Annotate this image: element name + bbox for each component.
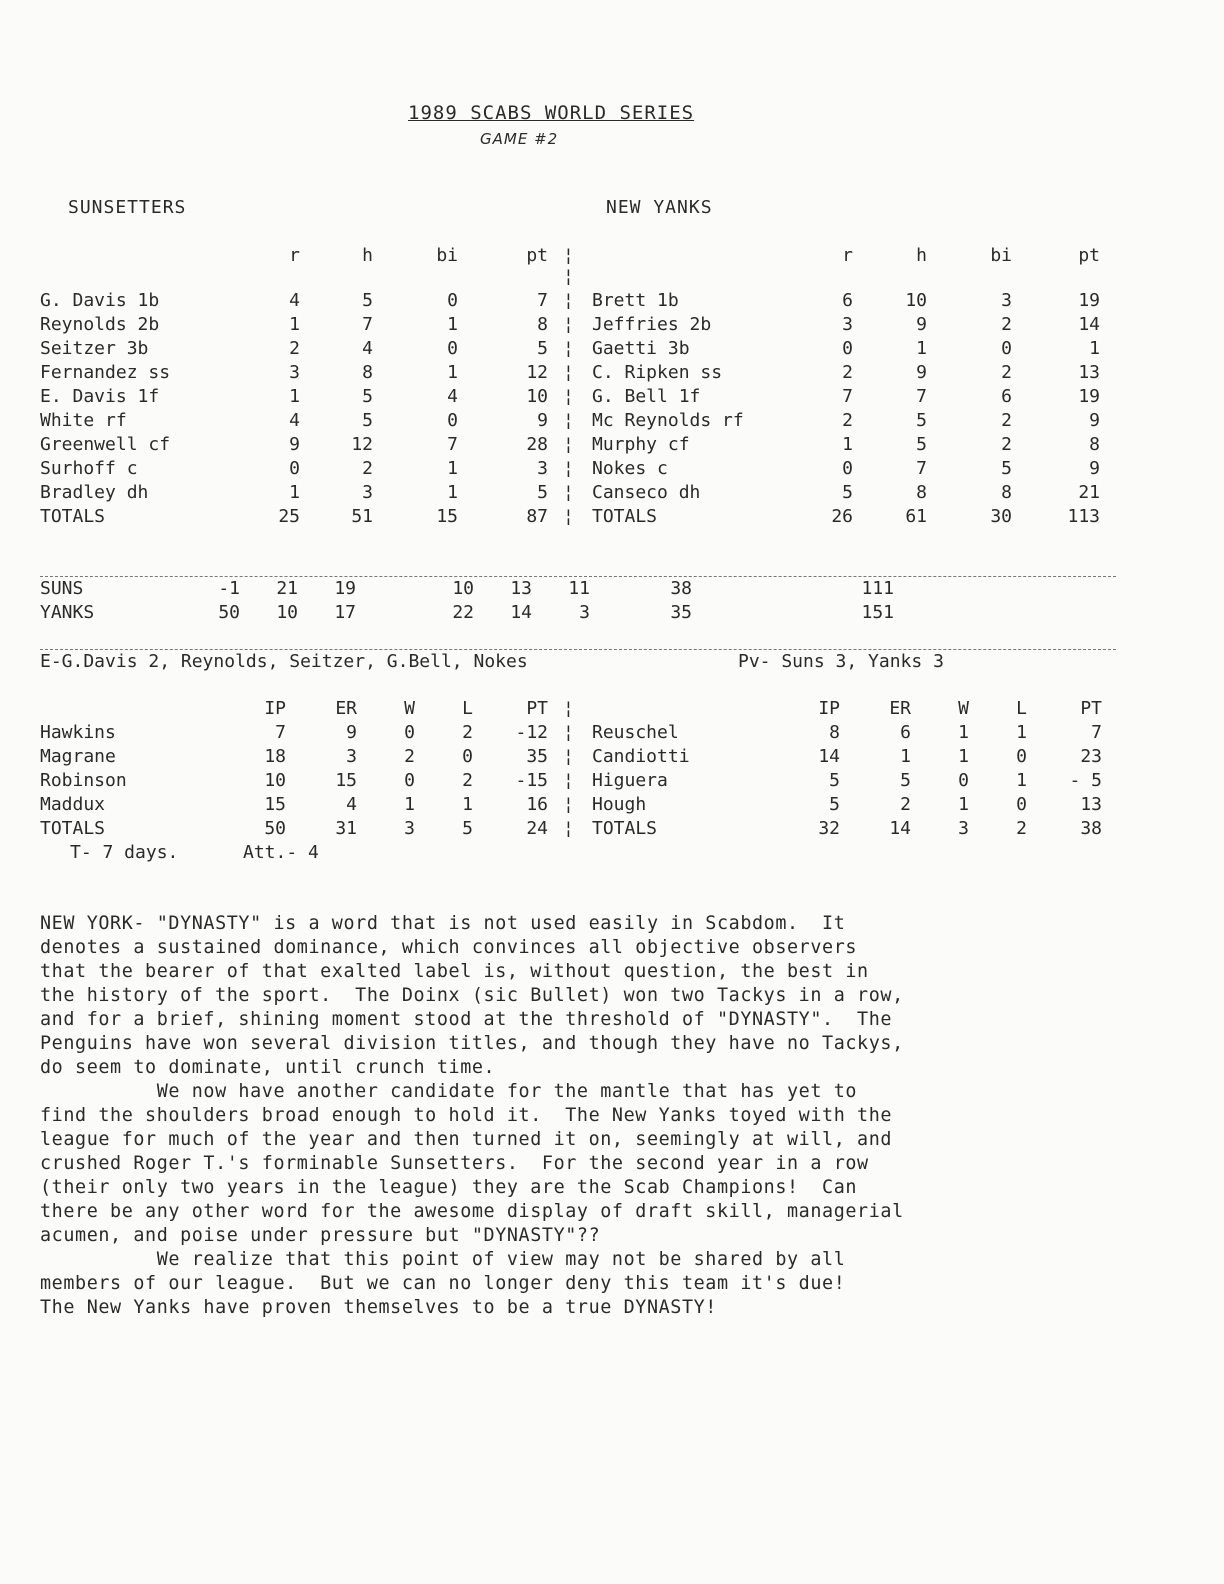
column-separator: ¦	[563, 698, 574, 719]
pitcher-name: TOTALS	[40, 818, 106, 839]
linescore-value: 38	[670, 578, 692, 599]
batter-stat: 2	[1001, 362, 1012, 383]
batter-stat: 2	[1001, 314, 1012, 335]
column-separator: ¦	[563, 434, 574, 455]
batter-name: Fernandez ss	[40, 362, 171, 383]
batter-name: TOTALS	[592, 506, 658, 527]
pitcher-stat: 38	[1080, 818, 1102, 839]
batter-stat: 3	[537, 458, 548, 479]
column-separator: ¦	[563, 818, 574, 839]
pitcher-stat: 6	[900, 722, 911, 743]
pitcher-name: Robinson	[40, 770, 127, 791]
batter-stat: 30	[990, 506, 1012, 527]
pitcher-stat: 2	[1016, 818, 1027, 839]
batter-stat: 1	[447, 458, 458, 479]
batter-stat: 9	[289, 434, 300, 455]
pitcher-stat: 9	[346, 722, 357, 743]
story-line: The New Yanks have proven themselves to be a true DYNASTY!	[40, 1297, 717, 1318]
batter-stat: 9	[1089, 458, 1100, 479]
pitcher-stat: 0	[404, 722, 415, 743]
linescore-value: 11	[568, 578, 590, 599]
pitching-col-header: PT	[1080, 698, 1102, 719]
batter-name: Jeffries 2b	[592, 314, 712, 335]
batter-stat: 0	[842, 338, 853, 359]
pitcher-stat: 1	[958, 746, 969, 767]
batter-name: G. Bell 1f	[592, 386, 701, 407]
batter-stat: 5	[537, 338, 548, 359]
pitcher-stat: 15	[335, 770, 357, 791]
batter-stat: 51	[351, 506, 373, 527]
column-separator: ¦	[563, 245, 574, 266]
pitcher-stat: 5	[829, 794, 840, 815]
column-separator: ¦	[563, 338, 574, 359]
batter-stat: 6	[1001, 386, 1012, 407]
pitcher-stat: 1	[462, 794, 473, 815]
time-of-game: T- 7 days.	[70, 842, 179, 863]
pitcher-stat: 50	[264, 818, 286, 839]
batter-stat: 1	[289, 314, 300, 335]
batter-stat: 21	[1078, 482, 1100, 503]
batter-stat: 9	[916, 362, 927, 383]
pitcher-stat: 0	[462, 746, 473, 767]
story-line: We now have another candidate for the mantle that has yet to	[40, 1081, 858, 1102]
batting-col-header: bi	[990, 245, 1012, 266]
batter-name: Canseco dh	[592, 482, 701, 503]
story-line: do seem to dominate, until crunch time.	[40, 1057, 496, 1078]
column-separator: ¦	[563, 482, 574, 503]
pitcher-stat: 0	[404, 770, 415, 791]
batter-stat: 5	[362, 386, 373, 407]
batter-stat: 0	[447, 338, 458, 359]
batter-stat: 9	[537, 410, 548, 431]
page-title: 1989 SCABS WORLD SERIES	[408, 102, 695, 124]
batter-stat: 1	[447, 482, 458, 503]
pitcher-stat: 7	[275, 722, 286, 743]
batter-stat: 1	[447, 362, 458, 383]
pitcher-name: Reuschel	[592, 722, 679, 743]
pitcher-stat: 3	[958, 818, 969, 839]
column-separator: ¦	[563, 722, 574, 743]
story-line: members of our league. But we can no longer deny this team it's due!	[40, 1273, 846, 1294]
batter-stat: 14	[1078, 314, 1100, 335]
batter-name: TOTALS	[40, 506, 106, 527]
column-separator: ¦	[563, 794, 574, 815]
pitcher-stat: 2	[462, 770, 473, 791]
batter-stat: 0	[1001, 338, 1012, 359]
batter-stat: 0	[289, 458, 300, 479]
batter-stat: 5	[916, 434, 927, 455]
batter-name: Bradley dh	[40, 482, 149, 503]
pitcher-stat: 2	[404, 746, 415, 767]
pitcher-stat: 1	[404, 794, 415, 815]
batter-stat: 8	[1001, 482, 1012, 503]
batter-stat: 5	[362, 290, 373, 311]
batter-stat: 8	[916, 482, 927, 503]
batter-stat: 3	[289, 362, 300, 383]
linescore-value: 10	[276, 602, 298, 623]
divider-rule	[40, 576, 1116, 577]
batter-name: Seitzer 3b	[40, 338, 149, 359]
batter-stat: 0	[447, 410, 458, 431]
linescore-value: 10	[452, 578, 474, 599]
batter-name: Gaetti 3b	[592, 338, 690, 359]
linescore-value: 50	[218, 602, 240, 623]
story-line: that the bearer of that exalted label is, without question, the best in	[40, 961, 869, 982]
batter-stat: 2	[842, 362, 853, 383]
linescore-value: 151	[861, 602, 894, 623]
pitcher-stat: 7	[1091, 722, 1102, 743]
batter-stat: 26	[831, 506, 853, 527]
linescore-value: 21	[276, 578, 298, 599]
batting-col-header: pt	[1078, 245, 1100, 266]
batter-stat: 5	[842, 482, 853, 503]
batter-stat: 19	[1078, 290, 1100, 311]
batter-stat: 87	[526, 506, 548, 527]
batter-name: Mc Reynolds rf	[592, 410, 744, 431]
pitcher-stat: 0	[958, 770, 969, 791]
batter-stat: 8	[1089, 434, 1100, 455]
batter-stat: 4	[289, 290, 300, 311]
batting-col-header: r	[842, 245, 853, 266]
pitching-col-header: ER	[889, 698, 911, 719]
linescore-value: 22	[452, 602, 474, 623]
batter-stat: 0	[447, 290, 458, 311]
pitcher-stat: 5	[900, 770, 911, 791]
pitcher-stat: 0	[1016, 746, 1027, 767]
batter-stat: 1	[447, 314, 458, 335]
pitcher-stat: 1	[1016, 722, 1027, 743]
column-separator: ¦	[563, 770, 574, 791]
linescore-value: 14	[510, 602, 532, 623]
batter-stat: 7	[537, 290, 548, 311]
batter-stat: 2	[1001, 434, 1012, 455]
batter-stat: 1	[289, 482, 300, 503]
story-line: the history of the sport. The Doinx (sic Bullet) won two Tackys in a row,	[40, 985, 904, 1006]
linescore-value: 3	[579, 602, 590, 623]
batter-stat: 12	[526, 362, 548, 383]
pitching-col-header: L	[1016, 698, 1027, 719]
story-line: there be any other word for the awesome display of draft skill, managerial	[40, 1201, 904, 1222]
linescore-value: 13	[510, 578, 532, 599]
batter-stat: 2	[1001, 410, 1012, 431]
pitcher-stat: 13	[1080, 794, 1102, 815]
batting-col-header: bi	[436, 245, 458, 266]
batter-stat: 10	[905, 290, 927, 311]
pitcher-stat: 14	[818, 746, 840, 767]
linescore-team: SUNS	[40, 578, 84, 599]
batter-stat: 7	[842, 386, 853, 407]
pitcher-stat: 1	[1016, 770, 1027, 791]
pitcher-stat: 3	[404, 818, 415, 839]
batting-col-header: pt	[526, 245, 548, 266]
pitching-col-header: PT	[526, 698, 548, 719]
batting-col-header: h	[916, 245, 927, 266]
batter-stat: 19	[1078, 386, 1100, 407]
batting-col-header: r	[289, 245, 300, 266]
pitcher-stat: 0	[1016, 794, 1027, 815]
batter-stat: 10	[526, 386, 548, 407]
linescore-team: YANKS	[40, 602, 95, 623]
batter-stat: 13	[1078, 362, 1100, 383]
batter-stat: 61	[905, 506, 927, 527]
right-team-name: NEW YANKS	[606, 197, 713, 218]
pv-line: Pv- Suns 3, Yanks 3	[738, 651, 944, 672]
pitching-col-header: L	[462, 698, 473, 719]
batter-stat: 2	[289, 338, 300, 359]
pitcher-stat: 15	[264, 794, 286, 815]
batter-stat: 28	[526, 434, 548, 455]
column-separator: ¦	[563, 746, 574, 767]
batter-stat: 3	[362, 482, 373, 503]
pitching-col-header: IP	[264, 698, 286, 719]
batter-stat: 12	[351, 434, 373, 455]
batter-name: Nokes c	[592, 458, 668, 479]
pitcher-stat: 4	[346, 794, 357, 815]
batter-stat: 3	[842, 314, 853, 335]
story-line: league for much of the year and then turned it on, seemingly at will, and	[40, 1129, 893, 1150]
batter-stat: 7	[916, 458, 927, 479]
pitcher-stat: 8	[829, 722, 840, 743]
batter-name: E. Davis 1f	[40, 386, 160, 407]
pitcher-stat: 31	[335, 818, 357, 839]
pitcher-stat: 1	[958, 794, 969, 815]
batter-stat: 5	[537, 482, 548, 503]
pitcher-stat: 2	[462, 722, 473, 743]
story-line: find the shoulders broad enough to hold it. The New Yanks toyed with the	[40, 1105, 893, 1126]
batter-stat: 9	[916, 314, 927, 335]
batter-stat: 7	[447, 434, 458, 455]
column-separator: ¦	[563, 458, 574, 479]
pitcher-name: Hough	[592, 794, 647, 815]
batter-name: C. Ripken ss	[592, 362, 723, 383]
pitcher-stat: 10	[264, 770, 286, 791]
pitching-col-header: W	[404, 698, 415, 719]
pitcher-stat: 1	[958, 722, 969, 743]
story-line: denotes a sustained dominance, which convinces all objective observers	[40, 937, 858, 958]
batter-stat: 1	[289, 386, 300, 407]
batter-stat: 8	[537, 314, 548, 335]
pitcher-stat: 5	[829, 770, 840, 791]
story-line: We realize that this point of view may not be shared by all	[40, 1249, 846, 1270]
pitcher-stat: 24	[526, 818, 548, 839]
game-subtitle: GAME #2	[480, 130, 559, 148]
column-separator: ¦	[563, 410, 574, 431]
batter-stat: 8	[362, 362, 373, 383]
batter-stat: 5	[916, 410, 927, 431]
batter-stat: 25	[278, 506, 300, 527]
pitcher-stat: 1	[900, 746, 911, 767]
pitcher-stat: -12	[515, 722, 548, 743]
batting-col-header: h	[362, 245, 373, 266]
errors-line: E-G.Davis 2, Reynolds, Seitzer, G.Bell, Nokes	[40, 651, 528, 672]
linescore-value: 111	[861, 578, 894, 599]
batter-stat: 15	[436, 506, 458, 527]
story-line: acumen, and poise under pressure but "DYNASTY"??	[40, 1225, 601, 1246]
batter-name: White rf	[40, 410, 127, 431]
column-separator: ¦	[563, 290, 574, 311]
pitcher-stat: 14	[889, 818, 911, 839]
column-separator: ¦	[563, 506, 574, 527]
batter-name: Murphy cf	[592, 434, 690, 455]
linescore-value: 17	[334, 602, 356, 623]
batter-stat: 113	[1067, 506, 1100, 527]
pitcher-stat: 3	[346, 746, 357, 767]
pitcher-stat: 5	[462, 818, 473, 839]
pitching-col-header: IP	[818, 698, 840, 719]
story-line: NEW YORK- "DYNASTY" is a word that is not used easily in Scabdom. It	[40, 913, 846, 934]
column-separator: ¦	[563, 266, 574, 287]
batter-stat: 3	[1001, 290, 1012, 311]
batter-stat: 5	[1001, 458, 1012, 479]
pitcher-stat: 18	[264, 746, 286, 767]
left-team-name: SUNSETTERS	[68, 197, 187, 218]
pitcher-name: Magrane	[40, 746, 116, 767]
pitcher-stat: 32	[818, 818, 840, 839]
pitcher-stat: 2	[900, 794, 911, 815]
batter-stat: 0	[842, 458, 853, 479]
attendance: Att.- 4	[243, 842, 319, 863]
story-line: Penguins have won several division titles, and though they have no Tackys,	[40, 1033, 904, 1054]
batter-name: Greenwell cf	[40, 434, 171, 455]
pitching-col-header: ER	[335, 698, 357, 719]
batter-stat: 7	[362, 314, 373, 335]
pitcher-stat: -15	[515, 770, 548, 791]
column-separator: ¦	[563, 386, 574, 407]
batter-stat: 5	[362, 410, 373, 431]
batter-name: Surhoff c	[40, 458, 138, 479]
pitcher-name: Maddux	[40, 794, 106, 815]
column-separator: ¦	[563, 314, 574, 335]
batter-stat: 1	[842, 434, 853, 455]
linescore-value: 35	[670, 602, 692, 623]
batter-stat: 4	[447, 386, 458, 407]
batter-name: Reynolds 2b	[40, 314, 160, 335]
pitching-col-header: W	[958, 698, 969, 719]
linescore-value: -1	[218, 578, 240, 599]
story-line: and for a brief, shining moment stood at the threshold of "DYNASTY". The	[40, 1009, 893, 1030]
pitcher-name: Hawkins	[40, 722, 116, 743]
batter-stat: 1	[916, 338, 927, 359]
game-story	[40, 912, 1160, 1320]
batter-stat: 7	[916, 386, 927, 407]
pitcher-name: Candiotti	[592, 746, 690, 767]
pitcher-stat: - 5	[1069, 770, 1102, 791]
batter-name: G. Davis 1b	[40, 290, 160, 311]
pitcher-name: Higuera	[592, 770, 668, 791]
batter-stat: 9	[1089, 410, 1100, 431]
pitcher-name: TOTALS	[592, 818, 658, 839]
pitcher-stat: 23	[1080, 746, 1102, 767]
batter-stat: 6	[842, 290, 853, 311]
batter-stat: 4	[289, 410, 300, 431]
batter-stat: 1	[1089, 338, 1100, 359]
column-separator: ¦	[563, 362, 574, 383]
story-line: crushed Roger T.'s forminable Sunsetters. For the second year in a row	[40, 1153, 869, 1174]
linescore-value: 19	[334, 578, 356, 599]
batter-stat: 2	[362, 458, 373, 479]
batter-name: Brett 1b	[592, 290, 679, 311]
divider-rule	[40, 649, 1116, 650]
batter-stat: 2	[842, 410, 853, 431]
batter-stat: 4	[362, 338, 373, 359]
pitcher-stat: 16	[526, 794, 548, 815]
story-line: (their only two years in the league) they are the Scab Champions! Can	[40, 1177, 858, 1198]
pitcher-stat: 35	[526, 746, 548, 767]
